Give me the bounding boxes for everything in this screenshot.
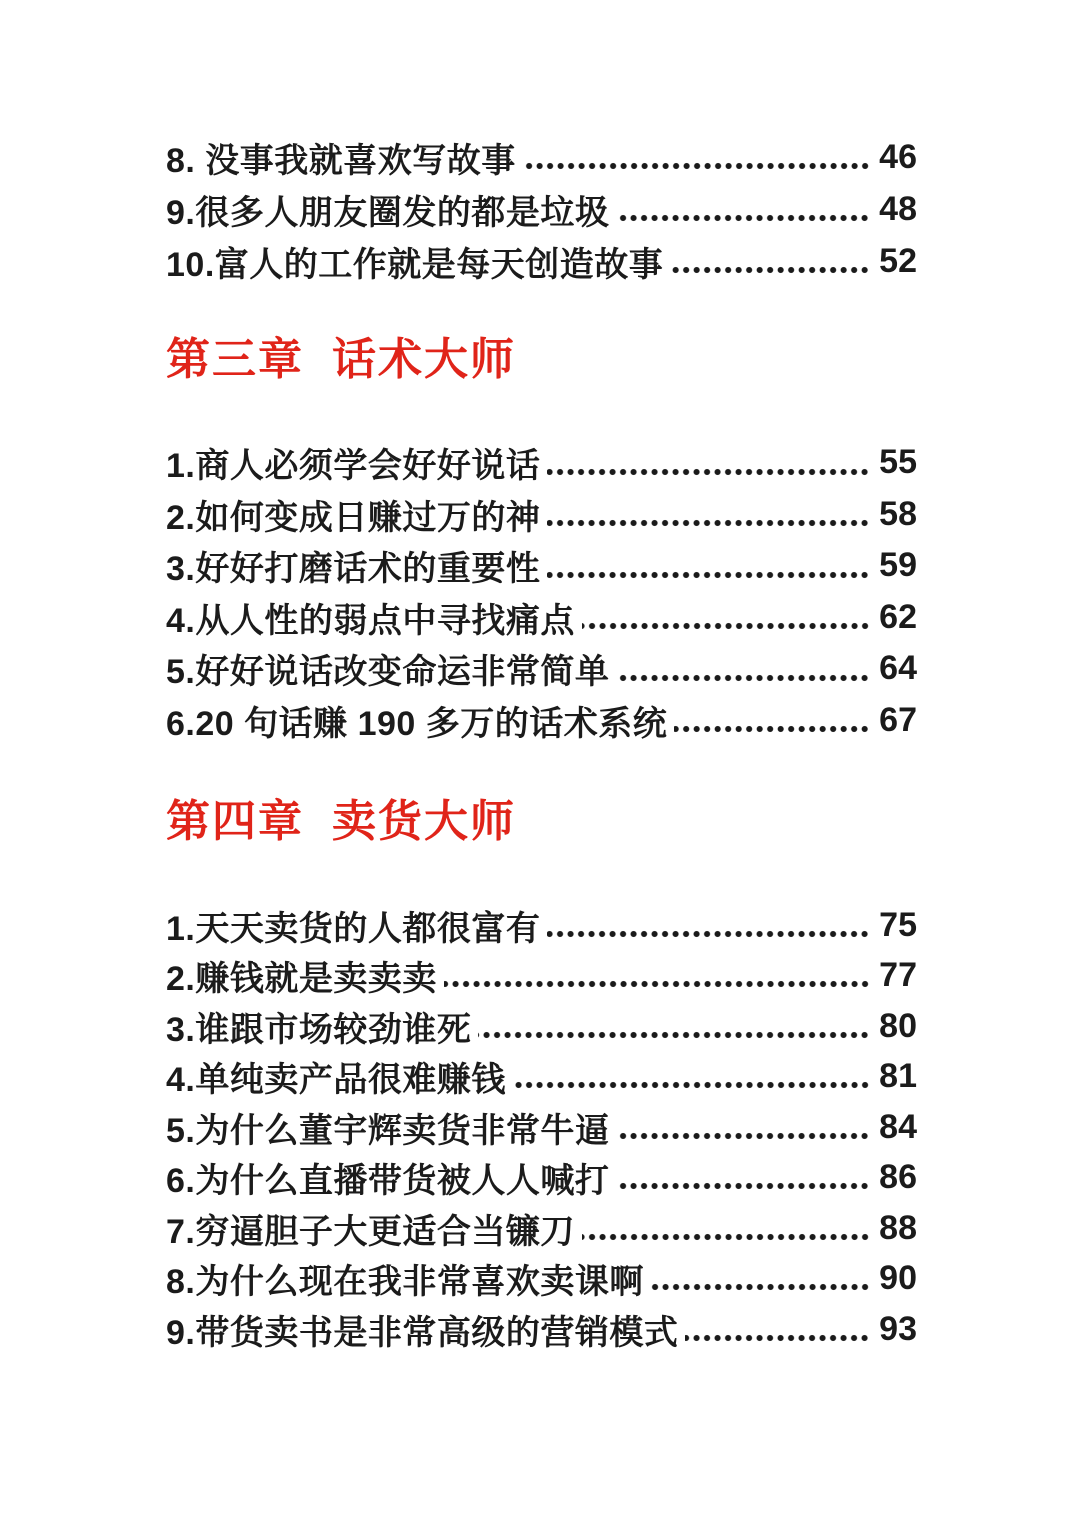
toc-entry <box>166 1052 917 1103</box>
toc-entry <box>166 900 917 951</box>
toc-section-previous-chapter <box>166 131 917 287</box>
toc-entry-text: 1.天天卖货的人都很富有 <box>166 909 541 948</box>
toc-entry-page: 77 <box>879 956 917 995</box>
dot-leader <box>616 214 870 222</box>
toc-entry-text: 2.赚钱就是卖卖卖 <box>166 960 437 999</box>
toc-entry <box>166 1102 917 1153</box>
toc-entry <box>166 183 917 235</box>
toc-section-chapter-3 <box>166 437 917 746</box>
toc-entry <box>166 1254 917 1305</box>
toc-entry <box>166 1153 917 1204</box>
toc-entry-text: 9.很多人朋友圈发的都是垃圾 <box>166 193 610 232</box>
toc-entry-text: 10.富人的工作就是每天创造故事 <box>166 245 664 284</box>
toc-entry-page: 55 <box>879 443 917 482</box>
toc-entry-page: 46 <box>879 137 917 176</box>
dot-leader <box>513 1081 870 1089</box>
toc-entry <box>166 643 917 695</box>
toc-entry-text: 3.谁跟市场较劲谁死 <box>166 1010 472 1049</box>
toc-entry <box>166 235 917 287</box>
dot-leader <box>674 725 870 733</box>
dot-leader <box>523 162 870 170</box>
dot-leader <box>616 1132 870 1140</box>
toc-section-chapter-4 <box>166 900 917 1355</box>
toc-entry <box>166 131 917 183</box>
toc-entry-text: 4.从人性的弱点中寻找痛点 <box>166 601 575 640</box>
toc-entry <box>166 489 917 541</box>
toc-entry-text: 6.20 句话赚 190 多万的话术系统 <box>166 704 668 743</box>
toc-entry-page: 67 <box>879 700 917 739</box>
toc-entry-text: 8. 没事我就喜欢写故事 <box>166 141 516 180</box>
dot-leader <box>547 519 870 527</box>
toc-entry-text: 3.好好打磨话术的重要性 <box>166 550 541 589</box>
toc-entry <box>166 1304 917 1355</box>
toc-entry <box>166 1203 917 1254</box>
toc-entry-page: 80 <box>879 1006 917 1045</box>
toc-entry <box>166 437 917 489</box>
toc-entry-page: 86 <box>879 1158 917 1197</box>
chapter-label: 第三章 <box>166 335 304 384</box>
dot-leader <box>547 930 870 938</box>
dot-leader <box>670 266 870 274</box>
toc-entry-page: 93 <box>879 1309 917 1348</box>
toc-entry-page: 75 <box>879 905 917 944</box>
dot-leader <box>547 468 870 476</box>
toc-entry-text: 8.为什么现在我非常喜欢卖课啊 <box>166 1263 644 1302</box>
toc-entry-page: 90 <box>879 1259 917 1298</box>
toc-entry-text: 9.带货卖书是非常高级的营销模式 <box>166 1313 679 1352</box>
toc-entry-page: 48 <box>879 189 917 228</box>
toc-entry-text: 5.为什么董宇辉卖货非常牛逼 <box>166 1111 610 1150</box>
chapter-label: 第四章 <box>166 797 304 846</box>
toc-entry-page: 59 <box>879 546 917 585</box>
dot-leader <box>444 980 870 988</box>
dot-leader <box>582 622 870 630</box>
toc-entry <box>166 540 917 592</box>
toc-entry-text: 2.如何变成日赚过万的神 <box>166 498 541 537</box>
toc-entry-page: 52 <box>879 241 917 280</box>
dot-leader <box>616 1182 870 1190</box>
dot-leader <box>616 674 870 682</box>
toc-entry-page: 62 <box>879 597 917 636</box>
toc-entry <box>166 951 917 1002</box>
toc-entry <box>166 695 917 747</box>
dot-leader <box>651 1283 870 1291</box>
dot-leader <box>478 1031 870 1039</box>
toc-entry-text: 4.单纯卖产品很难赚钱 <box>166 1061 506 1100</box>
toc-entry-page: 58 <box>879 494 917 533</box>
dot-leader <box>582 1233 870 1241</box>
toc-entry-text: 1.商人必须学会好好说话 <box>166 447 541 486</box>
chapter-title: 卖货大师 <box>332 797 516 846</box>
chapter-heading-4 <box>166 792 917 852</box>
dot-leader <box>685 1334 870 1342</box>
toc-entry-text: 5.好好说话改变命运非常简单 <box>166 653 610 692</box>
toc-entry-page: 64 <box>879 649 917 688</box>
toc-entry-page: 81 <box>879 1057 917 1096</box>
toc-entry-text: 6.为什么直播带货被人人喊打 <box>166 1162 610 1201</box>
chapter-title: 话术大师 <box>332 335 516 384</box>
toc-entry <box>166 1001 917 1052</box>
toc-entry-page: 84 <box>879 1107 917 1146</box>
toc-entry-text: 7.穷逼胆子大更适合当镰刀 <box>166 1212 575 1251</box>
toc-entry-page: 88 <box>879 1208 917 1247</box>
chapter-heading-3 <box>166 330 917 390</box>
toc-entry <box>166 592 917 644</box>
dot-leader <box>547 571 870 579</box>
table-of-contents <box>166 131 917 1355</box>
